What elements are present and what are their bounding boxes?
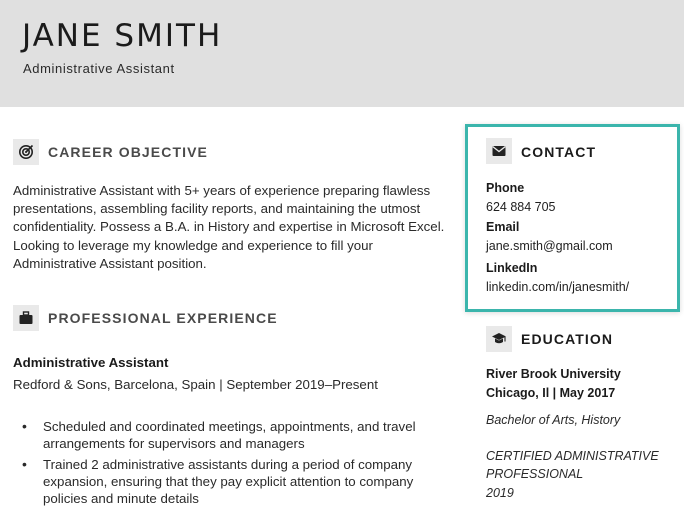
graduation-cap-icon <box>486 326 512 352</box>
certification-line-1: CERTIFIED ADMINISTRATIVE <box>486 449 659 463</box>
professional-experience-heading: PROFESSIONAL EXPERIENCE <box>48 310 278 326</box>
target-icon <box>13 139 39 165</box>
list-item: • Trained 2 administrative assistants during a period of company expansion, ensuring that they pay explicit attention to company policies and minute details <box>13 456 453 507</box>
school-location-date: Chicago, Il | May 2017 <box>486 386 616 400</box>
job-title: Administrative Assistant <box>13 355 169 370</box>
phone-value: 624 884 705 <box>486 200 556 214</box>
school-name: River Brook University <box>486 367 621 381</box>
job-meta: Redford & Sons, Barcelona, Spain | September 2019–Present <box>13 377 378 392</box>
envelope-icon <box>486 138 512 164</box>
contact-heading: CONTACT <box>521 144 597 160</box>
linkedin-label: LinkedIn <box>486 261 538 275</box>
candidate-title: Administrative Assistant <box>23 61 175 76</box>
list-item: • Scheduled and coordinated meetings, appointments, and travel arrangements for supervisors and managers <box>13 418 453 452</box>
candidate-name: JANE SMITH <box>22 18 223 54</box>
education-heading: EDUCATION <box>521 331 614 347</box>
certification-line-2: PROFESSIONAL <box>486 467 584 481</box>
linkedin-value[interactable]: linkedin.com/in/janesmith/ <box>486 280 630 294</box>
phone-label: Phone <box>486 181 525 195</box>
career-objective-heading: CAREER OBJECTIVE <box>48 144 208 160</box>
resume-header <box>0 0 684 107</box>
job-bullets <box>13 418 453 511</box>
career-objective-text: Administrative Assistant with 5+ years of experience preparing flawless presentations, assembling facility reports, and maintaining the utmost confidentiality. Possess a B.A. in History and expertise in Microsoft Excel. Looking to leverage my knowledge and experience to fill your Administrative Assistant position. <box>13 183 445 271</box>
certification-year: 2019 <box>486 486 514 500</box>
email-value[interactable]: jane.smith@gmail.com <box>486 239 613 253</box>
briefcase-icon <box>13 305 39 331</box>
degree: Bachelor of Arts, History <box>486 413 621 427</box>
email-label: Email <box>486 220 520 234</box>
